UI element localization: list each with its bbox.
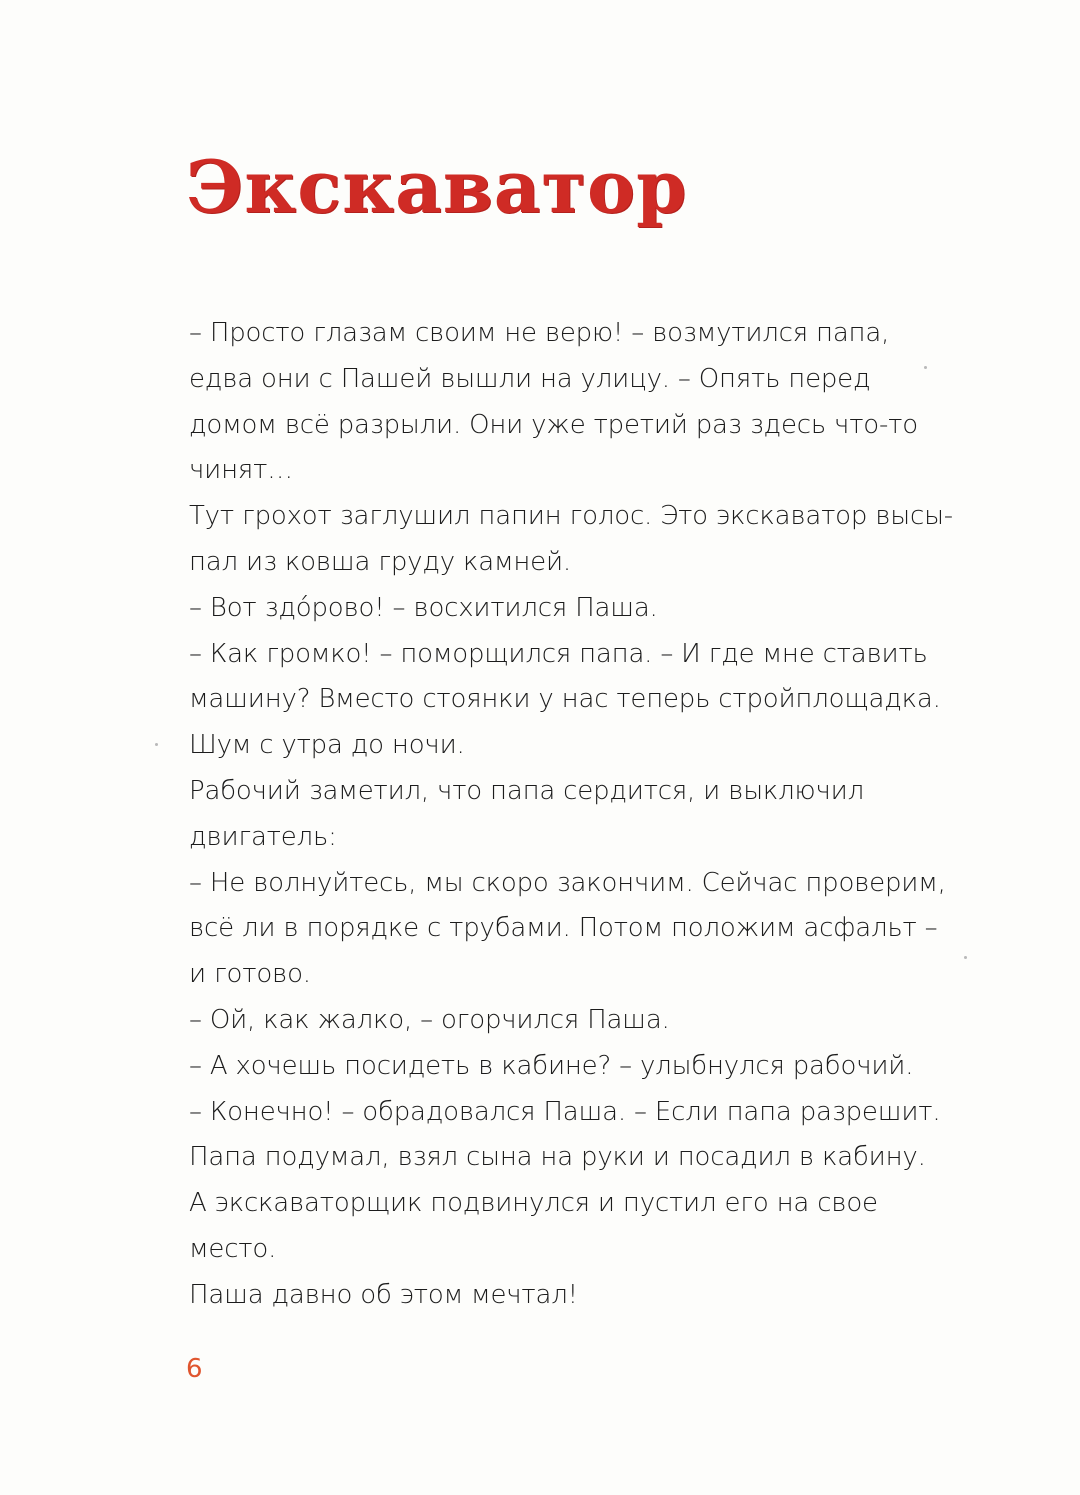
text-line: чинят…	[189, 455, 293, 486]
text-line: Тут грохот заглушил папин голос. Это экскаватор высы-	[189, 501, 953, 532]
scan-speck	[924, 366, 927, 369]
text-line: двигатель:	[189, 821, 337, 852]
text-line: – Конечно! – обрадовался Паша. – Если папа разрешит.	[189, 1096, 941, 1127]
scan-speck	[155, 743, 158, 746]
text-line: А экскаваторщик подвинулся и пустил его на свое	[189, 1188, 878, 1219]
page-number: 6	[186, 1354, 203, 1384]
text-line: место.	[189, 1233, 277, 1264]
text-line: – Вот здóрово! – восхитился Паша.	[189, 592, 658, 623]
page-title: Экскаватор	[186, 144, 688, 229]
text-line: машину? Вместо стоянки у нас теперь стройплощадка.	[189, 684, 941, 715]
text-line: Паша давно об этом мечтал!	[189, 1279, 578, 1310]
text-line: – Ой, как жалко, – огорчился Паша.	[189, 1004, 670, 1035]
text-line: домом всё разрыли. Они уже третий раз здесь что-то	[189, 409, 918, 440]
text-line: и готово.	[189, 959, 311, 990]
text-line: Рабочий заметил, что папа сердится, и выключил	[189, 775, 864, 806]
text-line: пал из ковша груду камней.	[189, 546, 571, 577]
text-line: едва они с Пашей вышли на улицу. – Опять перед	[189, 363, 871, 394]
story-text	[189, 311, 989, 1319]
scan-speck	[964, 956, 967, 959]
text-line: – Как громко! – поморщился папа. – И где мне ставить	[189, 638, 928, 669]
text-line: Шум с утра до ночи.	[189, 730, 465, 761]
text-line: Папа подумал, взял сына на руки и посадил в кабину.	[189, 1142, 926, 1173]
text-line: – Не волнуйтесь, мы скоро закончим. Сейчас проверим,	[189, 867, 946, 898]
text-line: – Просто глазам своим не верю! – возмутился папа,	[189, 318, 890, 348]
text-line: всё ли в порядке с трубами. Потом положим асфальт –	[189, 913, 938, 944]
text-line: – А хочешь посидеть в кабине? – улыбнулся рабочий.	[189, 1050, 914, 1081]
